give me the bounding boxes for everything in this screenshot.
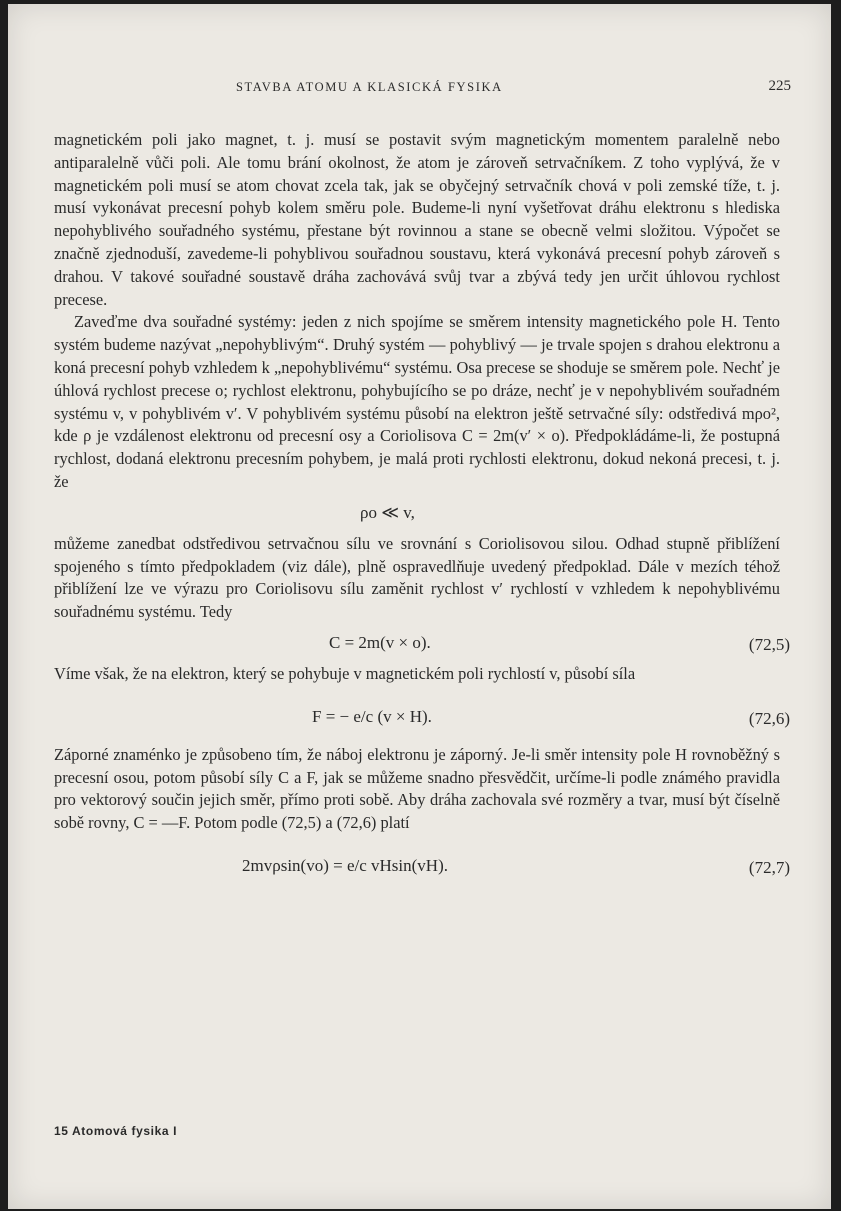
page-body: [54, 129, 790, 893]
equation-72-6-expr: F = − e/c (v × H).: [312, 706, 432, 726]
paragraph-3: můžeme zanedbat odstředivou setrvačnou sílu ve srovnání s Coriolisovou silou. Odhad stupně přiblížení spojeného s tímto předpokladem (viz dále), plně ospravedlňuje uvedený předpoklad. Dále v mezích téhož přiblížení lze ve výrazu pro Coriolisovu sílu zaměnit rychlost v′ rychlostí v vzhledem k nepohyblivému souřadnému systému. Tedy: [54, 533, 780, 622]
equation-72-7-number: (72,7): [748, 857, 790, 877]
equation-72-7-expr: 2mvρsin(vo) = e/c vHsin(vH).: [242, 855, 448, 875]
equation-72-6-number: (72,6): [748, 708, 790, 728]
sheet-signature: 15 Atomová fysika I: [54, 1124, 178, 1138]
paragraph-2: Zaveďme dva souřadné systémy: jeden z nich spojíme se směrem intensity magnetického pole H. Tento systém budeme nazývat „nepohyblivým“. Druhý systém — pohyblivý — je trvale spojen s drahou elektronu a koná precesní pohyb vzhledem k „nepohyblivému“ systému. Osa precese se shoduje se směrem pole. Nechť je úhlová rychlost precese o; rychlost elektronu, pohybujícího se po dráze, nechť je v nepohyblivém souřadném systému v, v pohyblivém v′. V pohyblivém systému působí na elektron ještě setrvačné síly: odstředivá mρo², kde ρ je vzdálenost elektronu od precesní osy a Coriolisova C = 2m(v′ × o). Předpokládáme-li, že postupná rychlost, dodaná elektronu precesním pohybem, je malá proti rychlosti elektronu, dokud nekoná precesi, t. j. že: [54, 312, 780, 491]
equation-72-5: [54, 630, 790, 657]
paragraph-4: Víme však, že na elektron, který se pohybuje v magnetickém poli rychlostí v, působí síla: [54, 663, 636, 683]
paragraph-5: Záporné znaménko je způsobeno tím, že náboj elektronu je záporný. Je-li směr intensity pole H rovnoběžný s precesní osou, potom působí síly C a F, jak se můžeme snadno přesvědčit, určíme-li podle známého pravidla pro vektorový součin jejich směr, přímo proti sobě. Aby dráha zachovala své rozměry a tvar, musí být číselně sobě rovny, C = —F. Potom podle (72,5) a (72,6) platí: [54, 744, 780, 833]
equation-72-6: [54, 692, 790, 738]
running-title: STAVBA ATOMU A KLASICKÁ FYSIKA: [236, 80, 503, 94]
equation-72-7: [54, 841, 790, 887]
inequality: ρo ≪ v,: [360, 502, 415, 522]
page-number: 225: [768, 78, 791, 94]
paragraph-1: magnetickém poli jako magnet, t. j. musí se postavit svým magnetickým momentem paralelně nebo antiparalelně vůči poli. Ale tomu brání okolnost, že atom je zároveň setrvačníkem. Z toho vyplývá, že v magnetickém poli musí se atom chovat zcela tak, jak se obyčejný setrvačník chová v poli zemské tíže, t. j. musí vykonávat precesní pohyb kolem směru pole. Budeme-li nyní vyšetřovat dráhu elektronu s hlediska nepohyblivého souřadného systému, přestane být rovinnou a stane se obecně velmi složitou. Výpočet se značně zjednoduší, zavedeme-li pohyblivou souřadnou soustavu, která vykonává precesní pohyb zároveň s drahou. V takové souřadné soustavě dráha zachovává svůj tvar a zbývá tedy jen určit úhlovou rychlost precese.: [54, 130, 780, 309]
equation-72-5-expr: C = 2m(v × o).: [329, 632, 431, 652]
inequality-row: [54, 500, 780, 527]
equation-72-5-number: (72,5): [748, 634, 790, 654]
book-page: [8, 4, 831, 1209]
